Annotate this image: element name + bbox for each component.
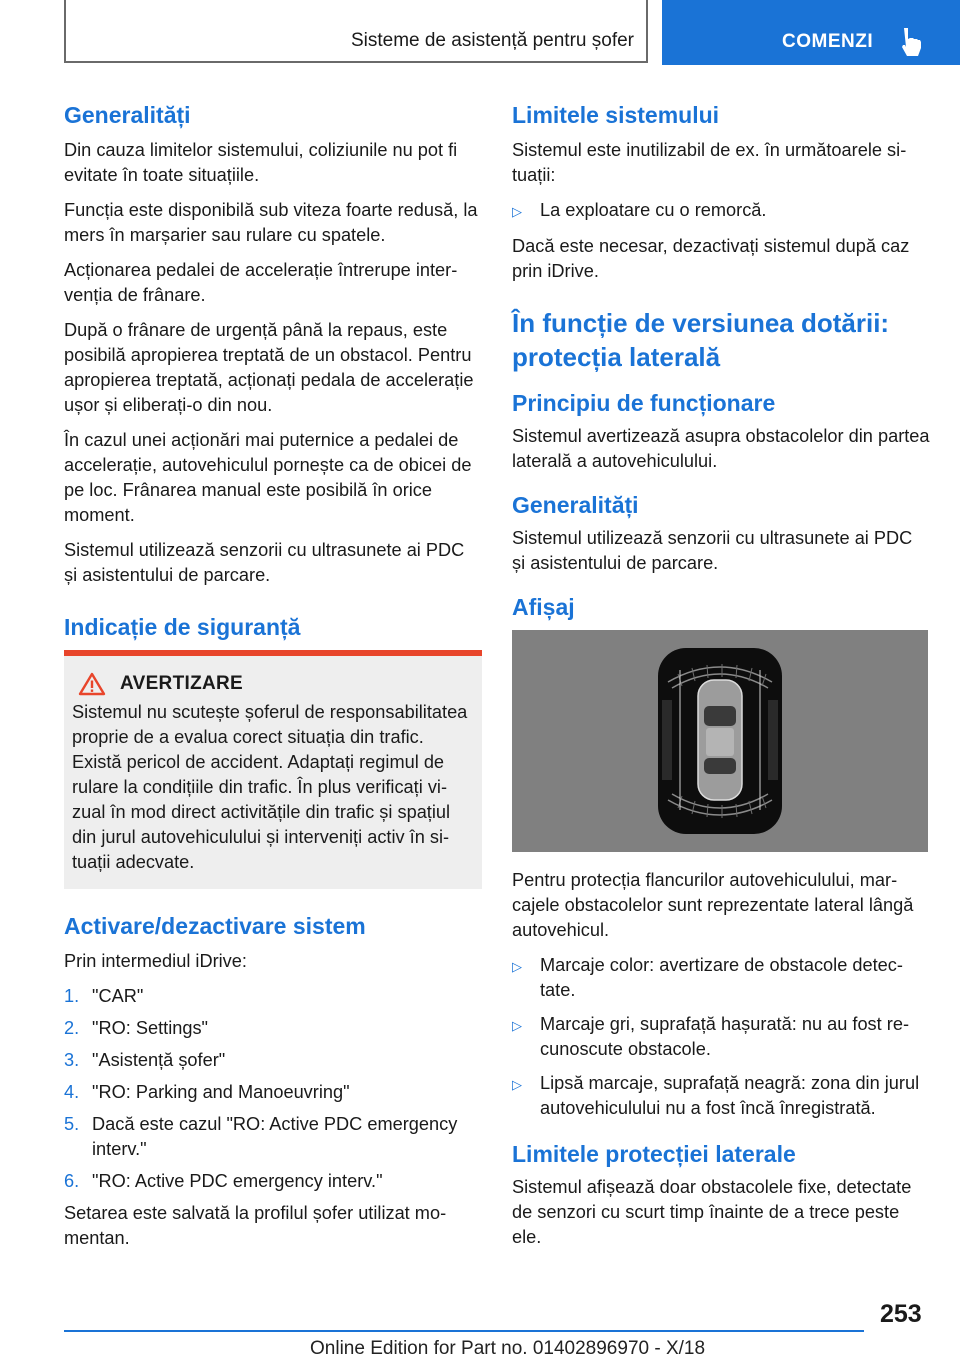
- side-protection-display-image: [512, 630, 928, 852]
- list-item: 4. "RO: Parking and Manoeuvring": [64, 1082, 350, 1102]
- list-item: 3. "Asistență șofer": [64, 1050, 226, 1070]
- activation-outro: Setarea este salvată la profilul șofer utilizat momentan.: [64, 1203, 447, 1248]
- bullet-triangle-icon: ▷: [512, 204, 522, 219]
- heading-principle: Principiu de funcționare: [512, 390, 776, 416]
- paragraph: Funcția este disponibilă sub viteza foarte redusă, la mers în marșarier sau rulare cu spatele.: [64, 200, 478, 245]
- warning-title: AVERTIZARE: [120, 673, 243, 694]
- list-item: ▷ La exploatare cu o remorcă.: [512, 198, 930, 224]
- paragraph: Sistemul este inutilizabil de ex. în următoarele situații:: [512, 140, 907, 185]
- bullet-triangle-icon: ▷: [512, 1018, 522, 1033]
- right-column: [512, 100, 930, 1260]
- heading-limits: Limitele sistemului: [512, 102, 720, 128]
- bullet-triangle-icon: ▷: [512, 1077, 522, 1092]
- list-item: 1. "CAR": [64, 986, 144, 1006]
- paragraph: Din cauza limitelor sistemului, coliziunile nu pot fi evitate în toate situațiile.: [64, 140, 458, 185]
- list-item: 5. Dacă este cazul "RO: Active PDC emergency interv.": [64, 1114, 458, 1159]
- tab-comenzi-label: COMENZI: [782, 31, 874, 52]
- heading-display: Afișaj: [512, 594, 575, 620]
- list-item: ▷ Marcaje color: avertizare de obstacole detectate.: [512, 953, 930, 1003]
- warning-box: [64, 650, 482, 889]
- paragraph: După o frânare de urgență până la repaus, este posibilă apropierea treptată de un obstacol. Pentru apropierea treptată, acționați pedala de accelerație ușor și eliberați-o din nou.: [64, 320, 474, 415]
- heading-activation: Activare/dezactivare sistem: [64, 913, 366, 939]
- list-item: ▷ Marcaje gri, suprafață hașurată: nu au fost recunoscute obstacole.: [512, 1012, 930, 1062]
- warning-text: Sistemul nu scutește șoferul de responsabilitatea proprie de a evalua corect situația din trafic. Există pericol de accident. Adaptați regimul de rulare la condițiile din trafic. În plus verificați vizual în mod direct activitățile din trafic și spațiul din jurul autovehiculului și interveniți activ în situații adecvate.: [72, 702, 468, 872]
- paragraph: Sistemul utilizează senzorii cu ultrasunete ai PDC și asistentului de parcare.: [512, 528, 913, 573]
- limits-list: [512, 198, 930, 224]
- footer-edition: Online Edition for Part no. 01402896970 - X/18: [310, 1338, 706, 1359]
- header-section-box: [64, 0, 648, 63]
- tab-comenzi[interactable]: [662, 0, 960, 65]
- warning-triangle-icon: [78, 672, 106, 696]
- list-item: 2. "RO: Settings": [64, 1018, 209, 1038]
- list-item: ▷ Lipsă marcaje, suprafață neagră: zona din jurul autovehiculului nu a fost încă înregistrată.: [512, 1071, 930, 1121]
- paragraph: Sistemul utilizează senzorii cu ultrasunete ai PDC și asistentului de parcare.: [64, 540, 465, 585]
- heading-safety: Indicație de siguranță: [64, 614, 301, 640]
- car-top-view-illustration: [512, 630, 928, 852]
- heading-main-lateral: În funcție de versiunea dotării: protecția laterală: [512, 308, 890, 372]
- paragraph: Sistemul afișează doar obstacolele fixe, detectate de senzori cu scurt timp înainte de a trece peste ele.: [512, 1177, 912, 1247]
- activation-intro: Prin intermediul iDrive:: [64, 951, 247, 971]
- paragraph: Acționarea pedalei de accelerație întrerupe intervenția de frânare.: [64, 260, 458, 305]
- page-number: 253: [880, 1300, 922, 1328]
- hand-pointer-icon: [898, 26, 924, 56]
- paragraph: Pentru protecția flancurilor autovehiculului, marcajele obstacolelor sunt reprezentate lateral lângă autovehicul.: [512, 870, 914, 940]
- heading-generalitati-2: Generalități: [512, 492, 639, 518]
- paragraph: În cazul unei acționări mai puternice a pedalei de accelerație, autovehiculul pornește ca de obicei de pe loc. Frânarea manual este posibilă în orice moment.: [64, 430, 472, 525]
- steps-list: [64, 984, 482, 1194]
- footer-divider: [64, 1330, 864, 1332]
- heading-lateral-limits: Limitele protecției laterale: [512, 1141, 796, 1167]
- paragraph: Sistemul avertizează asupra obstacolelor din partea laterală a autovehiculului.: [512, 426, 930, 471]
- left-column: [64, 100, 482, 1261]
- header-section-title: Sisteme de asistență pentru șofer: [350, 30, 634, 51]
- bullet-triangle-icon: ▷: [512, 959, 522, 974]
- display-list: [512, 953, 930, 1121]
- list-item: 6. "RO: Active PDC emergency interv.": [64, 1171, 383, 1191]
- paragraph: Dacă este necesar, dezactivați sistemul după caz prin iDrive.: [512, 236, 910, 281]
- heading-generalitati: Generalități: [64, 102, 191, 128]
